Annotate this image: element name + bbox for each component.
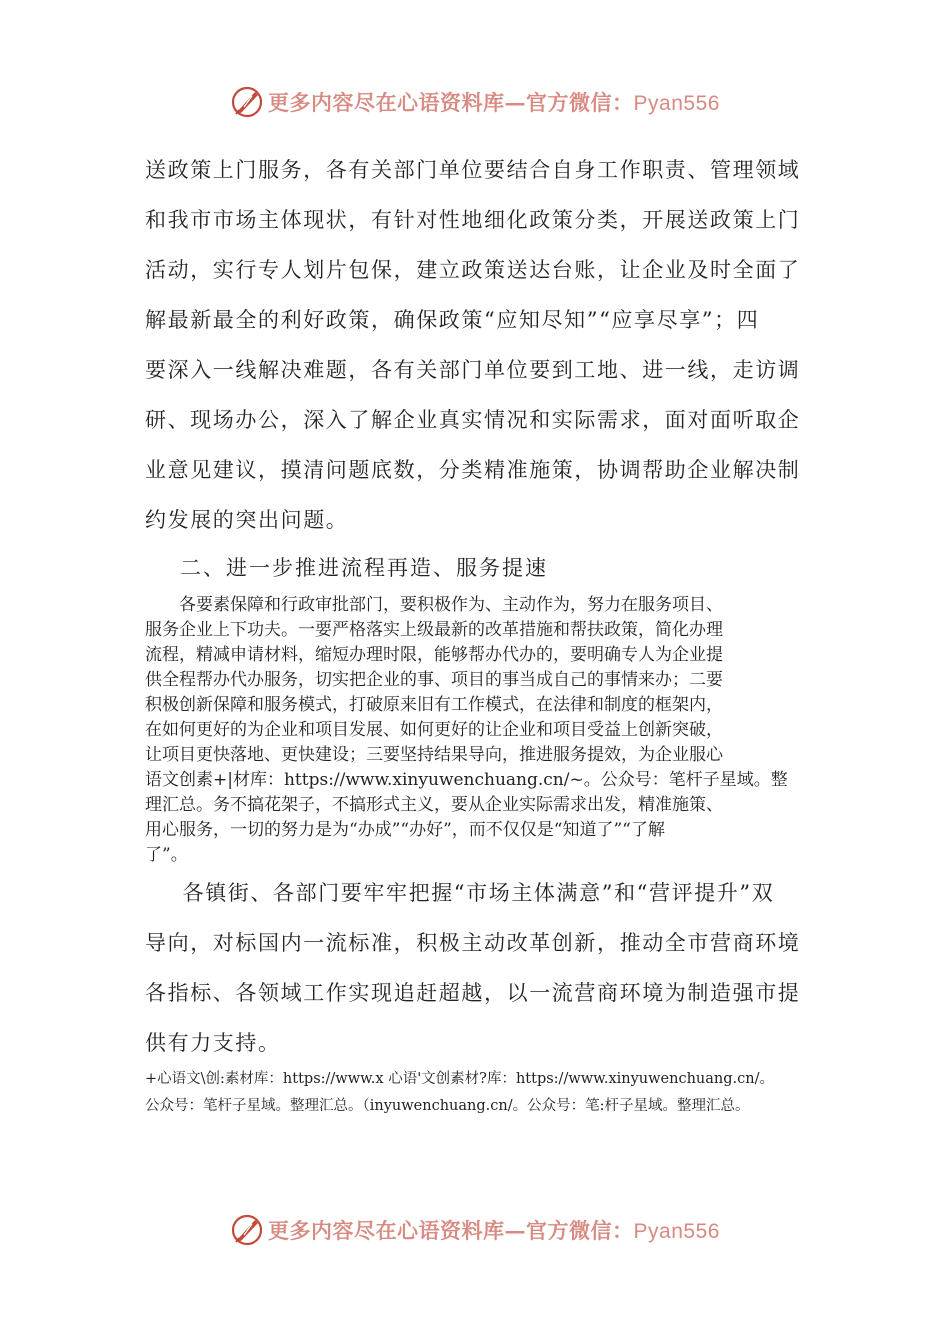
footnote-line: 公众号：笔杆子星域。整理汇总。（inyuwenchuang.cn/。公众号：笔:杆子星域。整理汇总。: [145, 1098, 750, 1114]
paragraph-line: 要深入一线解决难题，各有关部门单位要到工地、进一线，走访调: [145, 358, 801, 382]
paragraph-line: 各镇街、各部门要牢牢把握“市场主体满意”和“营评提升”双: [160, 881, 775, 905]
paragraph-line: 了”。: [145, 845, 188, 865]
footnote-line: +心语文\创:素材库：https://www.x 心语'文创素材?库：https://www.xinyuwenchuang.cn/。: [145, 1071, 774, 1087]
quill-pen-logo-icon: [230, 1213, 264, 1247]
paragraph-line: 和我市市场主体现状，有针对性地细化政策分类，开展送政策上门: [145, 208, 801, 232]
paragraph-line: 业意见建议，摸清问题底数，分类精准施策，协调帮助企业解决制: [145, 458, 801, 482]
paragraph-line: 积极创新保障和服务模式，打破原来旧有工作模式，在法律和制度的框架内，: [145, 695, 723, 715]
paragraph-line: 流程，精减申请材料，缩短办理时限，能够帮办代办的，要明确专人为企业提: [145, 645, 723, 665]
section-heading: 二、进一步推进流程再造、服务提速: [180, 556, 548, 580]
banner-label: 更多内容尽在心语资料库—官方微信：: [268, 1218, 634, 1243]
header-banner: [0, 82, 950, 122]
footnote: [145, 1066, 825, 1120]
paragraph-line: 供全程帮办代办服务，切实把企业的事、项目的事当成自己的事情来办；二要: [145, 670, 723, 690]
paragraph-line: 供有力支持。: [145, 1031, 281, 1055]
paragraph-2: [145, 593, 815, 868]
paragraph-1: [145, 145, 805, 545]
paragraph-line: 让项目更快落地、更快建设；三要坚持结果导向，推进服务提效，为企业服心: [145, 745, 723, 765]
quill-pen-logo-icon: [230, 85, 264, 119]
paragraph-line: 约发展的突出问题。: [145, 508, 349, 532]
banner-wechat-id: Pyan556: [633, 92, 720, 115]
paragraph-line: 解最新最全的利好政策，确保政策“应知尽知”“应享尽享”；四: [145, 308, 760, 332]
paragraph-line: 送政策上门服务，各有关部门单位要结合自身工作职责、管理领域: [145, 158, 801, 182]
banner-text: [268, 87, 720, 117]
paragraph-line: 各要素保障和行政审批部门，要积极作为、主动作为，努力在服务项目、: [145, 595, 723, 615]
paragraph-line: 语文创素+|材库：https://www.xinyuwenchuang.cn/~。公众号：笔杆子星域。整: [145, 770, 788, 790]
banner-wechat-id: Pyan556: [633, 1220, 720, 1243]
paragraph-line: 用心服务，一切的努力是为“办成”“办好”，而不仅仅是“知道了”“了解: [145, 820, 665, 840]
paragraph-line: 导向，对标国内一流标准，积极主动改革创新，推动全市营商环境: [145, 931, 801, 955]
paragraph-line: 理汇总。务不搞花架子，不搞形式主义，要从企业实际需求出发，精准施策、: [145, 795, 723, 815]
paragraph-line: 活动，实行专人划片包保，建立政策送达台账，让企业及时全面了: [145, 258, 801, 282]
footer-banner: [0, 1210, 950, 1250]
banner-text: [268, 1215, 720, 1245]
paragraph-3: [145, 868, 820, 1068]
paragraph-line: 在如何更好的为企业和项目发展、如何更好的让企业和项目受益上创新突破，: [145, 720, 723, 740]
paragraph-line: 服务企业上下功夫。一要严格落实上级最新的改革措施和帮扶政策，简化办理: [145, 620, 723, 640]
paragraph-line: 各指标、各领域工作实现追赶超越，以一流营商环境为制造强市提: [145, 981, 801, 1005]
banner-label: 更多内容尽在心语资料库—官方微信：: [268, 90, 634, 115]
paragraph-line: 研、现场办公，深入了解企业真实情况和实际需求，面对面听取企: [145, 408, 801, 432]
